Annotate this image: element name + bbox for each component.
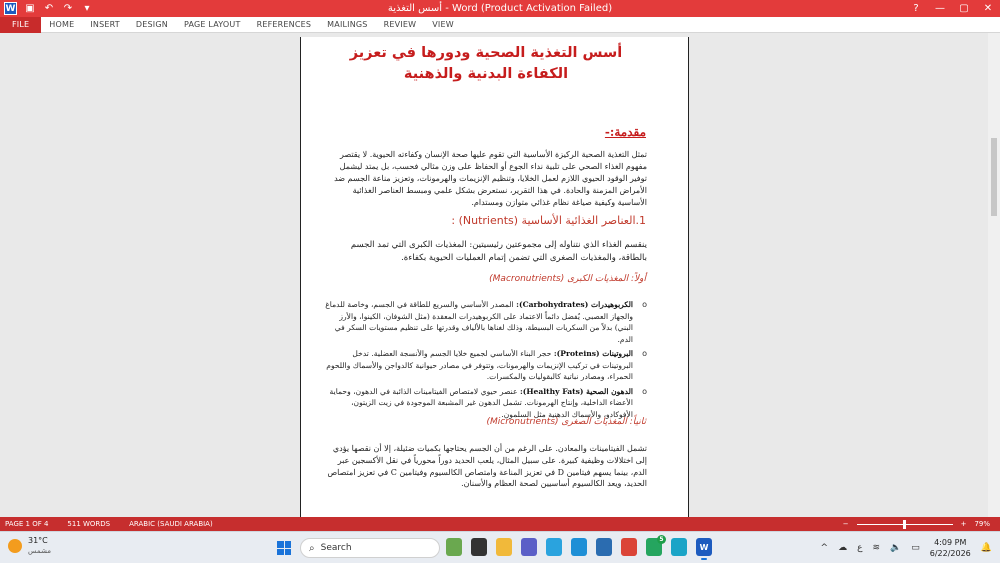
list-item-term: الكربوهيدرات (Carbohydrates): — [516, 300, 633, 309]
list-item-term: البروتينات (Proteins): — [553, 349, 633, 358]
list-item — [325, 386, 647, 421]
tab-view[interactable]: VIEW — [432, 19, 454, 29]
widgets-icon[interactable] — [446, 538, 462, 556]
bullet-glyph: o — [642, 300, 647, 309]
list-item — [325, 299, 647, 345]
macronutrients-list — [325, 299, 647, 423]
search-icon: ⌕ — [309, 542, 315, 554]
close-button[interactable]: ✕ — [983, 3, 993, 14]
tab-insert[interactable]: INSERT — [90, 19, 120, 29]
word-taskbar-icon[interactable]: W — [696, 538, 712, 556]
customize-toolbar-icon[interactable]: ▾ — [84, 3, 90, 14]
cloud-icon[interactable]: ☁ — [838, 543, 848, 553]
chevron-up-icon[interactable]: ^ — [820, 543, 829, 553]
minimize-button[interactable]: — — [935, 3, 945, 14]
save-icon[interactable]: ▣ — [25, 3, 35, 14]
telegram-icon[interactable] — [546, 538, 562, 556]
tab-file[interactable]: FILE — [0, 17, 41, 33]
taskbar-apps — [446, 538, 712, 556]
system-tray — [821, 532, 1000, 563]
search-label: Search — [320, 543, 352, 553]
window-title: أسس التغذية - Word (Product Activation Failed) — [387, 3, 613, 14]
clock[interactable] — [930, 537, 971, 559]
intro-heading: مقدمة:- — [604, 125, 646, 139]
notifications-bell-icon[interactable]: 🔔 — [980, 543, 992, 553]
list-item-text: حجر البناء الأساسي لجميع خلايا الجسم والأنسجة العضلية. تدخل البروتينات في تركيب الإنزيمات والهرمونات، وتتوفر في مصادر حيوانية كالدواجن والأسماك واللحوم الحمراء، ومصادر نباتية كالبقوليات والمكسرات. — [326, 349, 633, 381]
task-view-icon[interactable] — [471, 538, 487, 556]
sun-icon — [8, 539, 22, 553]
battery-icon[interactable]: ▭ — [911, 543, 920, 553]
status-bar — [0, 517, 1000, 531]
taskbar-search[interactable] — [300, 538, 440, 558]
chrome-icon[interactable] — [621, 538, 637, 556]
whatsapp-icon[interactable] — [646, 538, 662, 556]
tab-references[interactable]: REFERENCES — [256, 19, 312, 29]
tab-mailings[interactable]: MAILINGS — [327, 19, 368, 29]
zoom-level[interactable]: 79% — [974, 520, 990, 528]
wifi-icon[interactable]: ≋ — [872, 543, 881, 553]
zoom-controls — [843, 517, 1000, 531]
taskbar — [0, 531, 1000, 563]
ribbon-tabs — [0, 17, 1000, 33]
macronutrients-heading: أولاً: المغذيات الكبرى (Macronutrients) — [489, 274, 646, 284]
zoom-out-button[interactable]: − — [842, 520, 849, 528]
intro-paragraph: تمثل التغذية الصحية الركيزة الأساسية التي تقوم عليها صحة الإنسان وكفاءته الحيوية. لا يقتصر مفهوم الغذاء الصحي على تلبية نداء الجوع أو الحفاظ على وزن مثالي فحسب، بل يمتد ليشمل توفير الوقود الحيوي اللازم لعمل الخلايا، وتنظيم الإنزيمات والهرمونات، وتعزيز مناعة الجسم ضد الأمراض المزمنة والحادة. في هذا التقرير، نستعرض بشكل علمي ومبسط العناصر الغذائية الأساسية وكيفية صياغة نظام غذائي متوازن ومستدام. — [334, 150, 647, 207]
scrollbar-thumb[interactable] — [991, 138, 997, 216]
zoom-slider-thumb[interactable] — [903, 520, 906, 529]
canva-icon[interactable] — [671, 538, 687, 556]
page-count[interactable]: PAGE 1 OF 4 — [5, 520, 49, 528]
start-button[interactable] — [277, 541, 291, 555]
document-area[interactable] — [0, 33, 1000, 517]
teams-icon[interactable] — [521, 538, 537, 556]
list-item-text: عنصر حيوي لامتصاص الفيتامينات الذائبة في الدهون، وحماية الأعضاء الداخلية، وإنتاج الهرمونات. تشمل الدهون غير المشبعة الموجودة في زيت الزيتون، الأفوكادو، والأسماك الدهنية مثل السلمون. — [329, 386, 633, 419]
restore-button[interactable]: ▢ — [959, 3, 969, 14]
word-count[interactable]: 511 WORDS — [67, 520, 111, 528]
windows-logo-pane — [277, 549, 284, 556]
windows-logo-pane — [285, 541, 292, 548]
notification-badge: 5 — [657, 535, 666, 544]
weather-condition: مشمس — [28, 547, 51, 555]
help-button[interactable]: ? — [913, 3, 919, 14]
tab-design[interactable]: DESIGN — [135, 19, 168, 29]
list-item-term: الدهون الصحية (Healthy Fats): — [519, 386, 633, 396]
section1-heading: 1.العناصر الغذائية الأساسية (Nutrients) : — [451, 214, 646, 227]
word-app-icon[interactable]: W — [5, 3, 16, 14]
micronutrients-heading: ثانياً: المغذيات الصغرى (Micronutrients) — [486, 417, 646, 427]
tab-review[interactable]: REVIEW — [383, 19, 417, 29]
undo-icon[interactable]: ↶ — [44, 3, 54, 14]
clock-date: 6/22/2026 — [929, 549, 971, 558]
keyboard-layout[interactable]: ع — [857, 543, 863, 553]
weather-widget[interactable] — [8, 536, 51, 556]
edge-icon[interactable] — [571, 538, 587, 556]
bullet-glyph: o — [642, 386, 647, 396]
vertical-scrollbar[interactable] — [988, 33, 1000, 517]
list-item — [325, 348, 647, 383]
store-icon[interactable] — [596, 538, 612, 556]
zoom-slider[interactable] — [857, 524, 953, 525]
windows-logo-pane — [277, 541, 284, 548]
redo-icon[interactable]: ↷ — [63, 3, 73, 14]
windows-logo-pane — [285, 549, 292, 556]
file-explorer-icon[interactable] — [496, 538, 512, 556]
micronutrients-paragraph: تشمل الفيتامينات والمعادن. على الرغم من أن الجسم يحتاجها بكميات ضئيلة، إلا أن نقصها يؤدي إلى اختلالات وظيفية كبيرة. على سبيل المثال، يلعب الحديد دوراً محورياً في نقل الأكسجين عبر الدم، بينما يسهم فيتامين D في تعزيز المناعة وامتصاص الكالسيوم وفيتامين C في تعزيز امتصاص الحديد، ويعد الكالسيوم أساسيين لصحة العظام والأسنان. — [327, 444, 647, 489]
volume-icon[interactable]: 🔈 — [890, 543, 902, 553]
title-bar — [0, 0, 1000, 17]
language-indicator[interactable]: ARABIC (SAUDI ARABIA) — [129, 520, 213, 528]
bullet-glyph: o — [642, 349, 647, 358]
quick-access-toolbar — [0, 2, 93, 15]
document-title: أسس التغذية الصحية ودورها في تعزيز الكفاءة البدنية والذهنية — [349, 45, 623, 82]
tab-home[interactable]: HOME — [49, 19, 75, 29]
section1-paragraph: ينقسم الغذاء الذي نتناوله إلى مجموعتين رئيسيتين: المغذيات الكبرى التي تمد الجسم بالطاقة، والمغذيات الصغرى التي تضمن إتمام العمليات الحيوية بكفاءة. — [350, 240, 647, 263]
list-item-text: المصدر الأساسي والسريع للطاقة في الجسم، وخاصة للدماغ والجهاز العصبي. يُفضل دائماً الاعتماد على الكربوهيدرات المعقدة (مثل الشوفان، الكينوا، والأرز البني) بدلاً من السكريات البسيطة، وذلك لغناها بالألياف وقدرتها على تنظيم مستويات السكر في الدم. — [325, 300, 633, 344]
tab-page-layout[interactable]: PAGE LAYOUT — [183, 19, 241, 29]
weather-temperature: 31°C — [28, 536, 48, 545]
clock-time: 4:09 PM — [934, 538, 967, 547]
zoom-in-button[interactable]: + — [960, 520, 967, 528]
window-controls — [904, 0, 1000, 17]
